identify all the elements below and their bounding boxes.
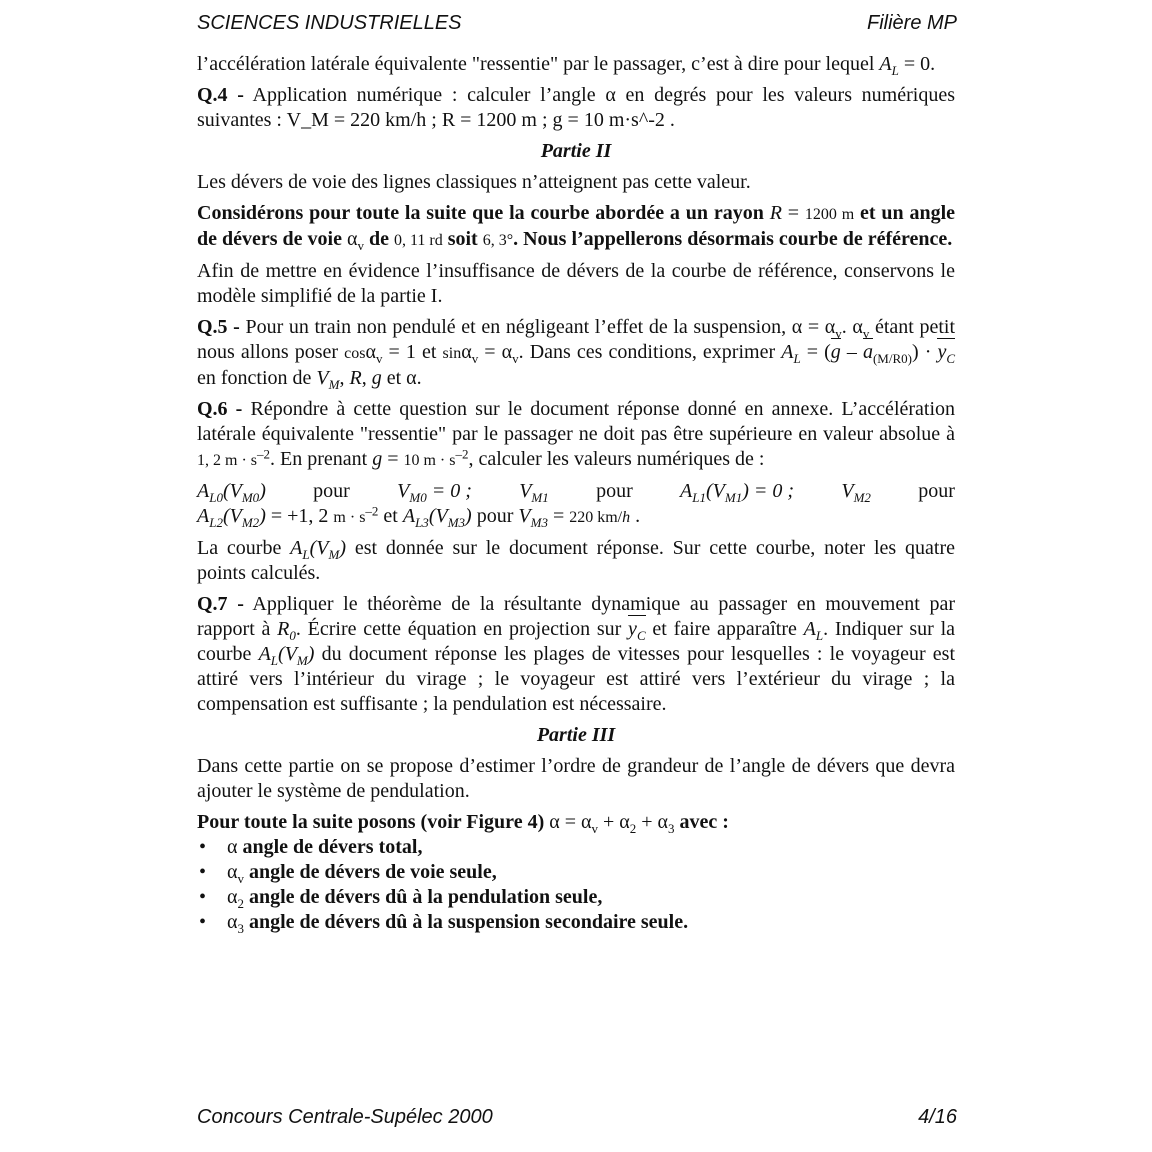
partie-3-p1: Dans cette partie on se propose d’estimer l’ordre de grandeur de l’angle de dévers que devra ajouter le système de pendulation. [197,755,955,802]
q6-values-row-1: $A_{L0}(V_{M0})$ pour $V_{M0} = 0$ ; $V_{M1}$ pour $A_{L1}(V_{M1}) = 0$ ; $V_{M2}$ pour [197,480,955,505]
question-4: Q.4 - Application numérique : calculer l’angle α en degrés pour les valeurs numériques suivantes : V_M = 220 km/h ; R = 1200 m ; g = 10 m·s^-2 . [197,84,955,131]
partie-3-title: Partie III [536,724,616,746]
page-content [197,52,955,935]
partie-3-p2: Pour toute la suite posons (voir Figure 4) $\alpha = \alpha_v + \alpha_2 + \alpha_3$ avec : [197,811,729,836]
question-5: Q.5 - Pour un train non pendulé et en négligeant l’effet de la suspension, $\alpha = \alpha_v$. $\alpha_v$ étant petit nous allons poser cosα$_v$ = 1 et $\sin\alpha_v = \alpha_v$. Dans ces conditions, exprimer $A_L = (g - a_{(M/R0)}) \cdot y_C$ en fonction de $V_M$, R, g et α. [197,316,956,392]
page-header [197,12,957,38]
footer-contest: Concours Centrale-Supélec 2000 [197,1106,493,1128]
angle-list [197,835,955,935]
q4-values: V_M = 220 km/h ; R = 1200 m ; g = 10 m·s^-2 . [286,109,675,131]
partie-2-p2: Considérons pour toute la suite que la courbe abordée a un rayon R = 1200 m et un angle de dévers de voie $\alpha_v$ de 0, 11 rd soit 6, 3°. Nous l’appellerons désormais courbe de référence. [197,202,955,253]
intro-paragraph: l’accélération latérale équivalente "ressentie" par le passager, c’est à dire pour lequel $A_L = 0$. [197,53,936,78]
page-number: 4/16 [918,1106,957,1128]
list-item: • α angle de dévers total, [199,836,423,858]
partie-2-title: Partie II [540,140,612,162]
list-item: • $\alpha_v$ angle de dévers de voie seule, [199,861,497,886]
header-subject: SCIENCES INDUSTRIELLES [197,12,462,34]
header-filiere: Filière MP [866,12,957,34]
q6-values-row-2: $A_{L2}(V_{M2}) = +1$, 2 $m \cdot s^{-2}$ et $A_{L3}(V_{M3})$ pour $V_{M3} = 220$ km/h . [197,503,641,530]
list-item: • $\alpha_2$ angle de dévers dû à la pendulation seule, [199,886,603,911]
question-6: Q.6 - Répondre à cette question sur le document réponse donné en annexe. L’accélération latérale équivalente "ressentie" par le passager ne doit pas être supérieure en valeur absolue à 1, 2 $m \cdot s^{-2}$. En prenant g = 10 $m \cdot s^{-2}$, calculer les valeurs numériques de : [197,398,956,470]
page-footer [197,1106,957,1132]
question-7: Q.7 - Appliquer le théorème de la résultante dynamique au passager en mouvement par rapport à $R_0$. Écrire cette équation en projection sur $y_C$ et faire apparaître $A_L$. Indiquer sur la courbe $A_L(V_M)$ du document réponse les plages de vitesses pour lesquelles : le voyageur est attiré vers l’intérieur du virage ; le voyageur est attiré vers l’extérieur du virage ; la compensation est suffisante ; la pendulation est nécessaire. [197,593,956,715]
partie-2-p1: Les dévers de voie des lignes classiques n’atteignent pas cette valeur. [197,171,751,193]
courbe-paragraph: La courbe $A_L(V_M)$ est donnée sur le document réponse. Sur cette courbe, noter les quatre points calculés. [197,537,956,584]
list-item: • $\alpha_3$ angle de dévers dû à la suspension secondaire seule. [199,911,689,936]
partie-2-p3: Afin de mettre en évidence l’insuffisance de dévers de la courbe de référence, conservons le modèle simplifié de la partie I. [197,260,955,307]
